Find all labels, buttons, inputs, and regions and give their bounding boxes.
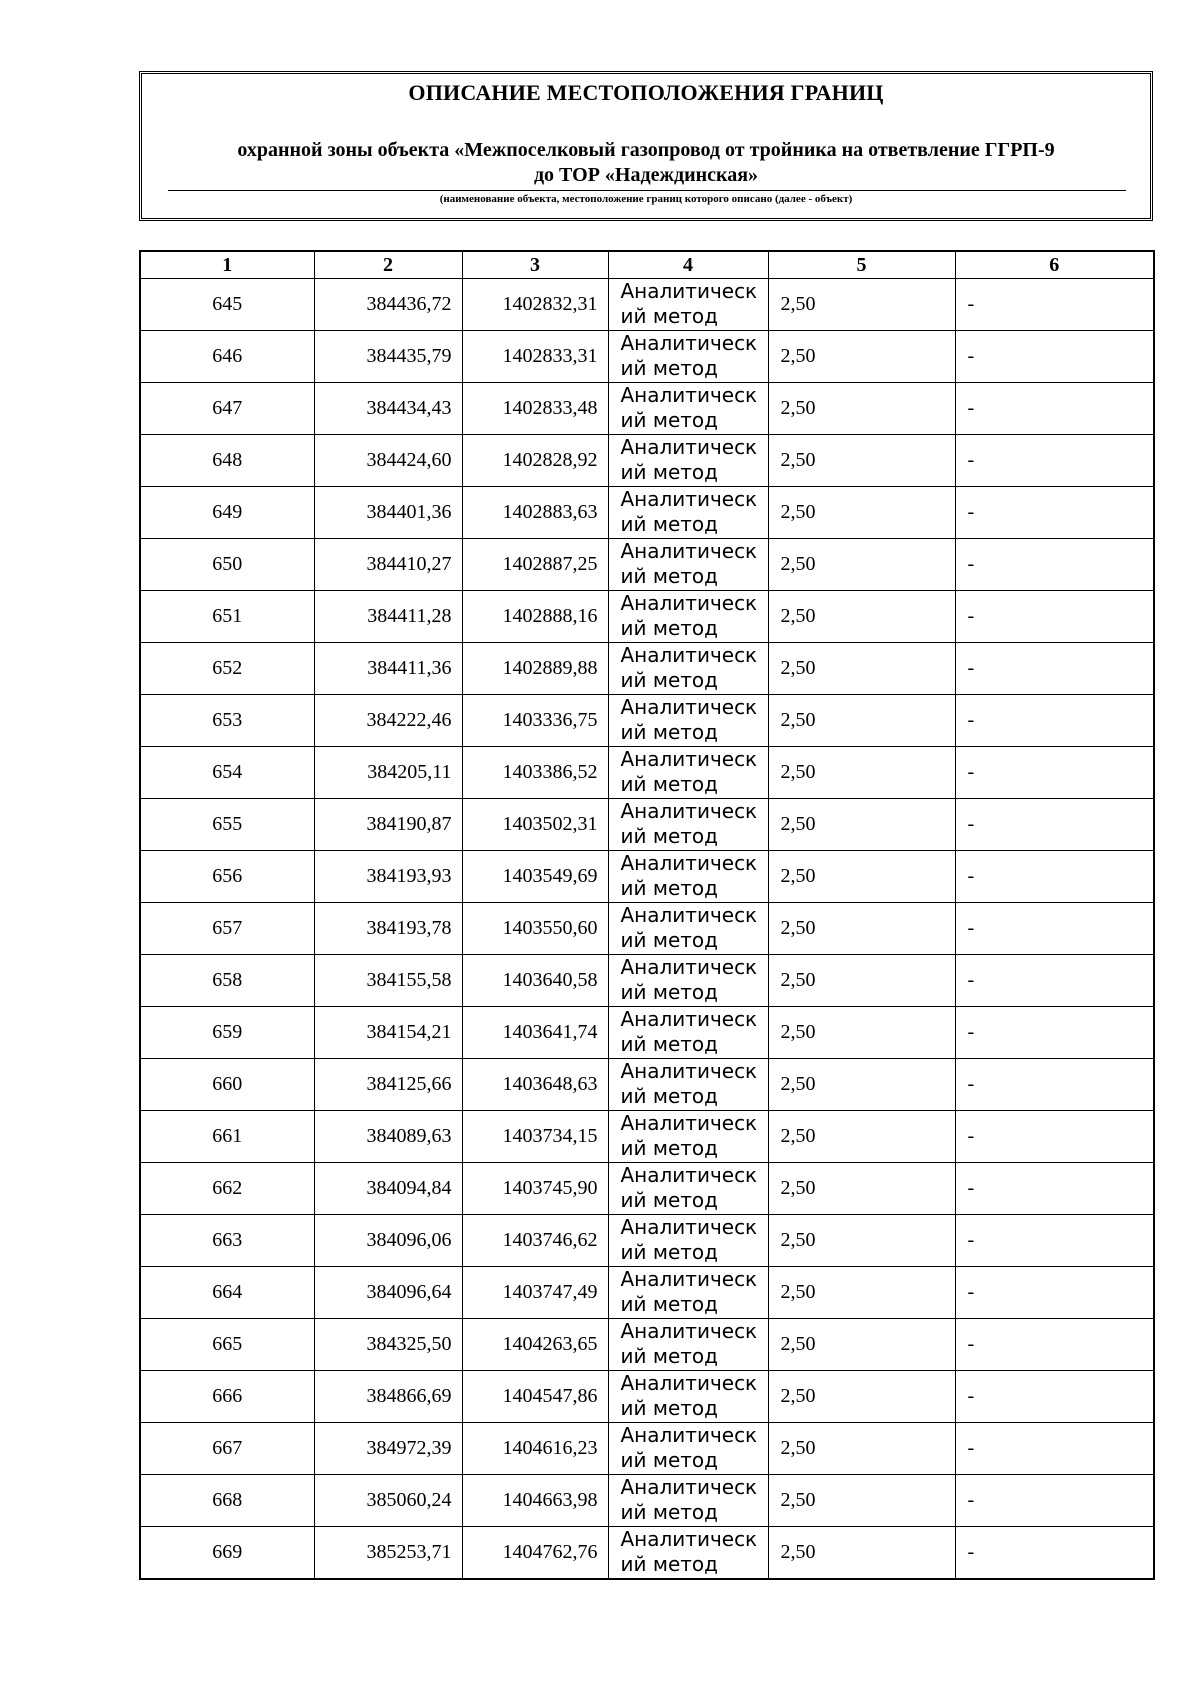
description-cell: - <box>955 695 1154 747</box>
accuracy-cell: 2,50 <box>768 643 955 695</box>
method-line-2: ий метод <box>620 564 718 588</box>
coordinate-x-cell: 384434,43 <box>314 383 462 435</box>
method-line-1: Аналитическ <box>620 487 758 511</box>
coordinate-x-cell: 384972,39 <box>314 1423 462 1475</box>
coordinate-y-cell: 1403747,49 <box>462 1267 608 1319</box>
table-row <box>140 1371 1154 1423</box>
method-cell <box>608 383 768 435</box>
table-row <box>140 695 1154 747</box>
point-number-cell: 664 <box>140 1267 314 1319</box>
accuracy-cell: 2,50 <box>768 1475 955 1527</box>
object-name-caption: (наименование объекта, местоположение границ которого описано (далее - объект) <box>439 193 853 205</box>
description-cell: - <box>955 383 1154 435</box>
accuracy-cell: 2,50 <box>768 1423 955 1475</box>
method-line-1: Аналитическ <box>620 383 758 407</box>
coordinate-y-cell: 1403386,52 <box>462 747 608 799</box>
method-cell <box>608 955 768 1007</box>
coordinate-x-cell: 384096,64 <box>314 1267 462 1319</box>
accuracy-cell: 2,50 <box>768 851 955 903</box>
method-line-2: ий метод <box>620 1240 718 1264</box>
coordinate-y-cell: 1402883,63 <box>462 487 608 539</box>
table-row <box>140 903 1154 955</box>
description-cell: - <box>955 1111 1154 1163</box>
point-number-cell: 654 <box>140 747 314 799</box>
coordinate-y-cell: 1403745,90 <box>462 1163 608 1215</box>
table-row <box>140 1267 1154 1319</box>
method-line-1: Аналитическ <box>620 955 758 979</box>
table-row <box>140 747 1154 799</box>
column-header: 1 <box>140 251 314 279</box>
method-line-2: ий метод <box>620 1292 718 1316</box>
coordinate-y-cell: 1402888,16 <box>462 591 608 643</box>
point-number-cell: 645 <box>140 279 314 331</box>
method-line-1: Аналитическ <box>620 643 758 667</box>
coordinate-y-cell: 1404263,65 <box>462 1319 608 1371</box>
method-line-2: ий метод <box>620 1500 718 1524</box>
column-header: 6 <box>955 251 1154 279</box>
table-row <box>140 435 1154 487</box>
coordinate-y-cell: 1403746,62 <box>462 1215 608 1267</box>
table-row <box>140 1059 1154 1111</box>
method-line-2: ий метод <box>620 980 718 1004</box>
method-line-1: Аналитическ <box>620 1423 758 1447</box>
accuracy-cell: 2,50 <box>768 539 955 591</box>
coordinate-y-cell: 1402889,88 <box>462 643 608 695</box>
coordinate-x-cell: 384125,66 <box>314 1059 462 1111</box>
table-row <box>140 1475 1154 1527</box>
coordinate-x-cell: 384089,63 <box>314 1111 462 1163</box>
coordinate-x-cell: 384424,60 <box>314 435 462 487</box>
description-cell: - <box>955 279 1154 331</box>
coordinate-x-cell: 384154,21 <box>314 1007 462 1059</box>
method-line-1: Аналитическ <box>620 539 758 563</box>
coordinate-x-cell: 385060,24 <box>314 1475 462 1527</box>
table-row <box>140 331 1154 383</box>
point-number-cell: 661 <box>140 1111 314 1163</box>
coordinate-x-cell: 384193,78 <box>314 903 462 955</box>
description-cell: - <box>955 1371 1154 1423</box>
method-cell <box>608 1163 768 1215</box>
point-number-cell: 658 <box>140 955 314 1007</box>
coordinate-y-cell: 1403640,58 <box>462 955 608 1007</box>
column-header: 4 <box>608 251 768 279</box>
method-cell <box>608 1007 768 1059</box>
point-number-cell: 669 <box>140 1527 314 1580</box>
method-line-2: ий метод <box>620 1552 718 1576</box>
table-row <box>140 1007 1154 1059</box>
method-line-1: Аналитическ <box>620 1475 758 1499</box>
description-cell: - <box>955 1163 1154 1215</box>
method-cell <box>608 851 768 903</box>
accuracy-cell: 2,50 <box>768 487 955 539</box>
method-line-2: ий метод <box>620 772 718 796</box>
description-cell: - <box>955 1319 1154 1371</box>
coordinate-x-cell: 384205,11 <box>314 747 462 799</box>
table-row <box>140 383 1154 435</box>
method-line-2: ий метод <box>620 928 718 952</box>
description-cell: - <box>955 539 1154 591</box>
table-row <box>140 487 1154 539</box>
point-number-cell: 663 <box>140 1215 314 1267</box>
object-name <box>162 138 1130 188</box>
method-cell <box>608 1475 768 1527</box>
accuracy-cell: 2,50 <box>768 1007 955 1059</box>
point-number-cell: 648 <box>140 435 314 487</box>
coordinate-y-cell: 1402828,92 <box>462 435 608 487</box>
coordinate-y-cell: 1403641,74 <box>462 1007 608 1059</box>
method-line-2: ий метод <box>620 1032 718 1056</box>
coordinate-x-cell: 384190,87 <box>314 799 462 851</box>
accuracy-cell: 2,50 <box>768 799 955 851</box>
method-line-2: ий метод <box>620 1448 718 1472</box>
point-number-cell: 666 <box>140 1371 314 1423</box>
accuracy-cell: 2,50 <box>768 1319 955 1371</box>
table-row <box>140 1215 1154 1267</box>
coordinate-y-cell: 1402887,25 <box>462 539 608 591</box>
coordinate-x-cell: 384094,84 <box>314 1163 462 1215</box>
description-cell: - <box>955 435 1154 487</box>
coordinates-table <box>139 250 1155 1580</box>
method-line-2: ий метод <box>620 720 718 744</box>
method-line-2: ий метод <box>620 1136 718 1160</box>
method-line-1: Аналитическ <box>620 799 758 823</box>
point-number-cell: 659 <box>140 1007 314 1059</box>
point-number-cell: 649 <box>140 487 314 539</box>
description-cell: - <box>955 1423 1154 1475</box>
method-cell <box>608 1371 768 1423</box>
description-cell: - <box>955 903 1154 955</box>
table-row <box>140 1319 1154 1371</box>
point-number-cell: 653 <box>140 695 314 747</box>
method-cell <box>608 487 768 539</box>
description-cell: - <box>955 1007 1154 1059</box>
coordinate-x-cell: 384410,27 <box>314 539 462 591</box>
description-cell: - <box>955 1475 1154 1527</box>
document-title: ОПИСАНИЕ МЕСТОПОЛОЖЕНИЯ ГРАНИЦ <box>408 80 884 105</box>
table-row <box>140 799 1154 851</box>
method-line-2: ий метод <box>620 616 718 640</box>
coordinate-x-cell: 384222,46 <box>314 695 462 747</box>
table-body <box>140 279 1154 1580</box>
coordinate-x-cell: 384866,69 <box>314 1371 462 1423</box>
object-name-underline <box>168 190 1126 191</box>
table-row <box>140 279 1154 331</box>
accuracy-cell: 2,50 <box>768 1527 955 1580</box>
table-row <box>140 1527 1154 1580</box>
method-line-1: Аналитическ <box>620 1059 758 1083</box>
method-cell <box>608 591 768 643</box>
point-number-cell: 662 <box>140 1163 314 1215</box>
method-line-1: Аналитическ <box>620 1371 758 1395</box>
point-number-cell: 657 <box>140 903 314 955</box>
coordinate-y-cell: 1404616,23 <box>462 1423 608 1475</box>
method-cell <box>608 1215 768 1267</box>
method-line-2: ий метод <box>620 1084 718 1108</box>
description-cell: - <box>955 1215 1154 1267</box>
coordinate-x-cell: 384193,93 <box>314 851 462 903</box>
description-cell: - <box>955 1527 1154 1580</box>
accuracy-cell: 2,50 <box>768 1215 955 1267</box>
point-number-cell: 652 <box>140 643 314 695</box>
method-line-2: ий метод <box>620 1396 718 1420</box>
method-cell <box>608 539 768 591</box>
accuracy-cell: 2,50 <box>768 331 955 383</box>
method-cell <box>608 279 768 331</box>
method-line-2: ий метод <box>620 824 718 848</box>
coordinate-y-cell: 1402833,48 <box>462 383 608 435</box>
coordinate-x-cell: 384155,58 <box>314 955 462 1007</box>
method-line-1: Аналитическ <box>620 591 758 615</box>
table-row <box>140 643 1154 695</box>
coordinate-x-cell: 384401,36 <box>314 487 462 539</box>
method-line-1: Аналитическ <box>620 1267 758 1291</box>
description-cell: - <box>955 331 1154 383</box>
accuracy-cell: 2,50 <box>768 747 955 799</box>
method-cell <box>608 1059 768 1111</box>
method-line-2: ий метод <box>620 460 718 484</box>
description-cell: - <box>955 747 1154 799</box>
accuracy-cell: 2,50 <box>768 1059 955 1111</box>
method-line-2: ий метод <box>620 668 718 692</box>
method-cell <box>608 1111 768 1163</box>
method-line-1: Аналитическ <box>620 435 758 459</box>
method-line-2: ий метод <box>620 1188 718 1212</box>
coordinate-y-cell: 1404663,98 <box>462 1475 608 1527</box>
method-cell <box>608 1319 768 1371</box>
table-header-row <box>140 251 1154 279</box>
column-header: 5 <box>768 251 955 279</box>
method-line-1: Аналитическ <box>620 747 758 771</box>
coordinate-y-cell: 1402832,31 <box>462 279 608 331</box>
coordinate-y-cell: 1404547,86 <box>462 1371 608 1423</box>
point-number-cell: 656 <box>140 851 314 903</box>
column-header: 3 <box>462 251 608 279</box>
accuracy-cell: 2,50 <box>768 1267 955 1319</box>
method-line-1: Аналитическ <box>620 1527 758 1551</box>
table-row <box>140 1423 1154 1475</box>
coordinate-y-cell: 1402833,31 <box>462 331 608 383</box>
point-number-cell: 647 <box>140 383 314 435</box>
coordinate-y-cell: 1403648,63 <box>462 1059 608 1111</box>
coordinate-y-cell: 1403550,60 <box>462 903 608 955</box>
method-cell <box>608 903 768 955</box>
point-number-cell: 668 <box>140 1475 314 1527</box>
method-line-1: Аналитическ <box>620 851 758 875</box>
document-header <box>139 71 1153 221</box>
method-cell <box>608 1527 768 1580</box>
method-cell <box>608 643 768 695</box>
accuracy-cell: 2,50 <box>768 695 955 747</box>
coordinate-y-cell: 1403734,15 <box>462 1111 608 1163</box>
point-number-cell: 660 <box>140 1059 314 1111</box>
method-cell <box>608 331 768 383</box>
method-line-2: ий метод <box>620 304 718 328</box>
description-cell: - <box>955 1267 1154 1319</box>
accuracy-cell: 2,50 <box>768 1111 955 1163</box>
object-name-line-2: до ТОР «Надеждинская» <box>533 164 759 186</box>
description-cell: - <box>955 851 1154 903</box>
table-row <box>140 591 1154 643</box>
method-line-2: ий метод <box>620 512 718 536</box>
coordinate-x-cell: 384435,79 <box>314 331 462 383</box>
accuracy-cell: 2,50 <box>768 383 955 435</box>
method-line-2: ий метод <box>620 1344 718 1368</box>
method-line-1: Аналитическ <box>620 1007 758 1031</box>
table-row <box>140 1163 1154 1215</box>
table-row <box>140 955 1154 1007</box>
accuracy-cell: 2,50 <box>768 1163 955 1215</box>
accuracy-cell: 2,50 <box>768 1371 955 1423</box>
coordinate-y-cell: 1403549,69 <box>462 851 608 903</box>
object-name-line-1: охранной зоны объекта «Межпоселковый газопровод от тройника на ответвление ГГРП-9 <box>237 139 1055 161</box>
table-row <box>140 1111 1154 1163</box>
method-line-1: Аналитическ <box>620 903 758 927</box>
method-line-1: Аналитическ <box>620 1215 758 1239</box>
description-cell: - <box>955 643 1154 695</box>
point-number-cell: 665 <box>140 1319 314 1371</box>
method-line-1: Аналитическ <box>620 331 758 355</box>
method-line-2: ий метод <box>620 876 718 900</box>
description-cell: - <box>955 799 1154 851</box>
accuracy-cell: 2,50 <box>768 435 955 487</box>
accuracy-cell: 2,50 <box>768 955 955 1007</box>
description-cell: - <box>955 487 1154 539</box>
coordinate-x-cell: 385253,71 <box>314 1527 462 1580</box>
method-line-1: Аналитическ <box>620 1319 758 1343</box>
coordinate-y-cell: 1404762,76 <box>462 1527 608 1580</box>
description-cell: - <box>955 955 1154 1007</box>
method-cell <box>608 1423 768 1475</box>
method-line-1: Аналитическ <box>620 695 758 719</box>
coordinate-x-cell: 384411,28 <box>314 591 462 643</box>
method-cell <box>608 435 768 487</box>
point-number-cell: 655 <box>140 799 314 851</box>
point-number-cell: 651 <box>140 591 314 643</box>
method-cell <box>608 799 768 851</box>
coordinate-y-cell: 1403502,31 <box>462 799 608 851</box>
coordinate-x-cell: 384325,50 <box>314 1319 462 1371</box>
coordinate-x-cell: 384096,06 <box>314 1215 462 1267</box>
description-cell: - <box>955 591 1154 643</box>
accuracy-cell: 2,50 <box>768 903 955 955</box>
method-cell <box>608 747 768 799</box>
point-number-cell: 667 <box>140 1423 314 1475</box>
coordinate-x-cell: 384411,36 <box>314 643 462 695</box>
table-row <box>140 851 1154 903</box>
accuracy-cell: 2,50 <box>768 279 955 331</box>
table-row <box>140 539 1154 591</box>
method-line-1: Аналитическ <box>620 1111 758 1135</box>
column-header: 2 <box>314 251 462 279</box>
method-line-1: Аналитическ <box>620 279 758 303</box>
method-cell <box>608 695 768 747</box>
accuracy-cell: 2,50 <box>768 591 955 643</box>
method-line-1: Аналитическ <box>620 1163 758 1187</box>
method-line-2: ий метод <box>620 408 718 432</box>
method-cell <box>608 1267 768 1319</box>
point-number-cell: 646 <box>140 331 314 383</box>
method-line-2: ий метод <box>620 356 718 380</box>
coordinate-y-cell: 1403336,75 <box>462 695 608 747</box>
point-number-cell: 650 <box>140 539 314 591</box>
coordinate-x-cell: 384436,72 <box>314 279 462 331</box>
description-cell: - <box>955 1059 1154 1111</box>
